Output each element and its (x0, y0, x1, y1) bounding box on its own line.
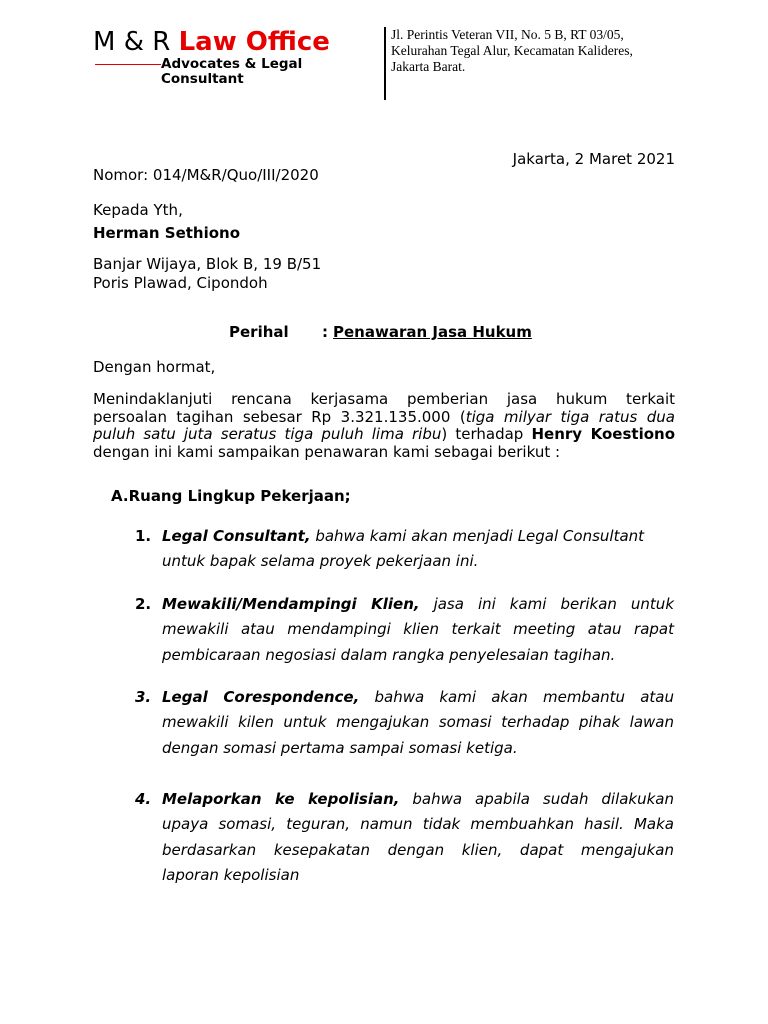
intro-line4: dengan ini kami sampaikan penawaran kami sebagai berikut : (93, 442, 561, 461)
item-title: Mewakili/Mendampingi Klien, (162, 595, 420, 613)
intro-paragraph (93, 391, 675, 461)
item-text: bahwa apabila sudah dilakukan (399, 790, 675, 808)
intro-amount-words-part2: puluh satu juta seratus tiga puluh lima ribu (93, 425, 442, 443)
subject-label: Perihal (229, 323, 289, 341)
item-title: Melaporkan ke kepolisian, (162, 790, 400, 808)
firm-subtitle-line1: Advocates & Legal (161, 56, 303, 72)
intro-line2-text: persoalan tagihan sebesar Rp 3.321.135.000 ( (93, 407, 466, 426)
firm-logo (93, 26, 330, 58)
item-number: 4. (135, 790, 152, 808)
letter-date: Jakarta, 2 Maret 2021 (512, 150, 675, 168)
intro-line1: Menindaklanjuti rencana kerjasama pemberian jasa hukum terkait (93, 390, 675, 408)
letter-number: Nomor: 014/M&R/Quo/III/2020 (93, 166, 319, 184)
item-line: dengan somasi pertama sampai somasi ketiga. (162, 738, 518, 757)
address-line1: Jl. Perintis Veteran VII, No. 5 B, RT 03/05, (391, 27, 624, 42)
item-line: upaya somasi, teguran, namun tidak membuahkan hasil. Maka (162, 815, 674, 834)
section-a-heading: A.Ruang Lingkup Pekerjaan; (111, 487, 351, 505)
recipient-name: Herman Sethiono (93, 224, 241, 242)
firm-prefix: M & R (93, 27, 179, 57)
item-line (162, 592, 674, 617)
firm-name: Law Office (178, 27, 330, 57)
item-line: mewakili atau mendampingi klien terkait meeting atau rapat (162, 620, 674, 639)
item-line (162, 685, 674, 710)
intro-amount-words-part1: tiga milyar tiga ratus dua (465, 407, 676, 426)
intro-line2 (93, 409, 675, 427)
scope-item-1 (162, 524, 674, 575)
letterhead-divider (384, 27, 386, 100)
scope-item-3 (162, 685, 674, 761)
firm-subtitle-line2: Consultant (161, 70, 244, 87)
item-text: jasa ini kami berikan untuk (419, 595, 675, 613)
scope-item-2 (162, 592, 674, 668)
subject-colon: : (322, 323, 328, 341)
address-line2: Kelurahan Tegal Alur, Kecamatan Kalideres, (391, 43, 633, 58)
item-line: laporan kepolisian (162, 865, 300, 884)
item-number: 2. (135, 595, 152, 613)
item-title: Legal Corespondence, (162, 688, 360, 706)
firm-subtitle (161, 57, 302, 86)
item-line: pembicaraan negosiasi dalam rangka penyelesaian tagihan. (162, 645, 616, 664)
intro-line3 (93, 426, 675, 444)
item-number: 1. (135, 527, 152, 545)
item-line: berdasarkan kesepakatan dengan klien, dapat mengajukan (162, 840, 674, 859)
logo-red-rule (95, 64, 161, 65)
greeting: Dengan hormat, (93, 358, 216, 376)
salutation-to: Kepada Yth, (93, 201, 183, 219)
recipient-address-line2: Poris Plawad, Cipondoh (93, 274, 268, 292)
item-text: bahwa kami akan menjadi Legal Consultant (310, 527, 645, 545)
intro-party-name: Henry Koestiono (531, 425, 676, 443)
item-line (162, 787, 674, 812)
item-line: untuk bapak selama proyek pekerjaan ini. (162, 552, 479, 571)
item-line (162, 524, 674, 549)
recipient-address-line1: Banjar Wijaya, Blok B, 19 B/51 (93, 255, 322, 273)
intro-line3-text: ) terhadap (441, 425, 532, 443)
subject-value: Penawaran Jasa Hukum (333, 323, 532, 341)
item-text: bahwa kami akan membantu atau (359, 688, 675, 706)
item-number: 3. (135, 688, 152, 706)
item-line: mewakili kilen untuk mengajukan somasi terhadap pihak lawan (162, 713, 674, 732)
item-title: Legal Consultant, (162, 527, 311, 545)
scope-item-4 (162, 787, 674, 888)
firm-address (391, 27, 633, 75)
address-line3: Jakarta Barat. (391, 59, 466, 74)
